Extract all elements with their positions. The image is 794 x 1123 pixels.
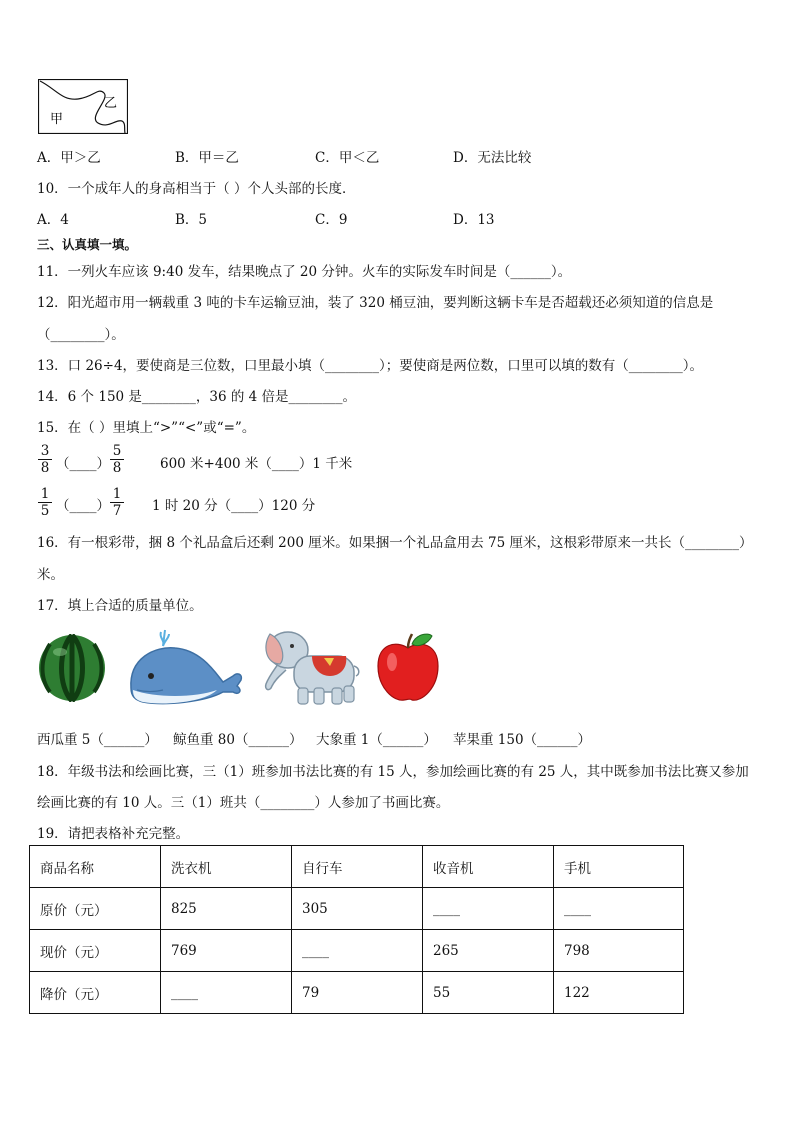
q9-option-d: D．无法比较 — [453, 150, 532, 166]
q15-comparison-1: 600 米+400 米（____）1 千米 — [160, 456, 353, 472]
fraction-denominator: 7 — [112, 503, 122, 519]
apple-image — [376, 632, 440, 708]
q18-line1: 18．年级书法和绘画比赛，三（1）班参加书法比赛的有 15 人，参加绘画比赛的有 25 人，其中既参加书法比赛又参加 — [37, 764, 749, 780]
table-cell: 原价（元） — [30, 888, 161, 930]
price-table — [29, 845, 684, 1014]
q15-comparison-2: 1 时 20 分（____）120 分 — [152, 498, 316, 514]
table-header-cell: 自行车 — [292, 846, 423, 888]
table-cell: ____ — [554, 888, 684, 930]
q13-text: 13．口 26÷4，要使商是三位数，口里最小填（________）；要使商是两位数，口里可以填的数有（________）。 — [37, 358, 704, 374]
q12-line1: 12．阳光超市用一辆载重 3 吨的卡车运输豆油，装了 320 桶豆油，要判断这辆卡车是否超载还必须知道的信息是 — [37, 295, 714, 311]
q17-item-apple: 苹果重 150（______） — [453, 732, 592, 748]
q9-option-a: A．甲＞乙 — [37, 150, 101, 166]
q14-text: 14．6 个 150 是________，36 的 4 倍是________。 — [37, 389, 357, 405]
q19-stem: 19．请把表格补充完整。 — [37, 826, 190, 842]
elephant-image — [260, 628, 362, 714]
fraction-denominator: 8 — [40, 460, 50, 476]
table-cell: 769 — [161, 930, 292, 972]
q15-blank-1: （____） — [56, 456, 110, 472]
section-title: 三、认真填一填。 — [37, 237, 138, 252]
q10-option-a: A．4 — [37, 212, 69, 228]
table-row — [30, 972, 684, 1014]
table-row — [30, 888, 684, 930]
table-header-cell: 收音机 — [423, 846, 554, 888]
fraction-5-8 — [110, 443, 124, 476]
q17-item-whale: 鲸鱼重 80（______） — [173, 732, 303, 748]
fraction-numerator: 5 — [110, 443, 124, 460]
table-cell: 122 — [554, 972, 684, 1014]
table-cell: ____ — [292, 930, 423, 972]
table-cell: 265 — [423, 930, 554, 972]
fraction-numerator: 1 — [110, 486, 124, 503]
region-label-b: 乙 — [104, 96, 118, 111]
table-cell: 305 — [292, 888, 423, 930]
watermelon-image — [38, 634, 106, 706]
region-figure — [38, 79, 128, 134]
q10-option-c: C．9 — [315, 212, 348, 228]
fraction-1-7 — [110, 486, 124, 519]
table-header-cell: 洗衣机 — [161, 846, 292, 888]
table-cell: 798 — [554, 930, 684, 972]
q11-text: 11．一列火车应该 9:40 发车，结果晚点了 20 分钟。火车的实际发车时间是（______）。 — [37, 264, 572, 280]
fraction-denominator: 5 — [40, 503, 50, 519]
table-row — [30, 930, 684, 972]
q10-stem: 10．一个成年人的身高相当于（ ）个人头部的长度． — [37, 181, 356, 197]
whale-image — [125, 628, 247, 712]
table-cell: ____ — [423, 888, 554, 930]
q18-line2: 绘画比赛的有 10 人。三（1）班共（________）人参加了书画比赛。 — [37, 795, 450, 811]
region-label-a: 甲 — [50, 112, 64, 127]
table-cell: 825 — [161, 888, 292, 930]
table-cell: 55 — [423, 972, 554, 1014]
q9-option-b: B．甲＝乙 — [175, 150, 239, 166]
q9-option-c: C．甲＜乙 — [315, 150, 380, 166]
table-cell: 现价（元） — [30, 930, 161, 972]
table-cell: 降价（元） — [30, 972, 161, 1014]
q17-item-elephant: 大象重 1（______） — [316, 732, 437, 748]
table-cell: ____ — [161, 972, 292, 1014]
fraction-denominator: 8 — [112, 460, 122, 476]
fraction-3-8 — [38, 443, 52, 476]
q15-stem: 15．在（ ）里填上“>”“<”或“=”。 — [37, 420, 256, 436]
fraction-1-5 — [38, 486, 52, 519]
fraction-numerator: 3 — [38, 443, 52, 460]
region-comparison-figure — [38, 79, 128, 134]
q10-option-b: B．5 — [175, 212, 208, 228]
q15-blank-2: （____） — [56, 498, 110, 514]
table-header-cell: 商品名称 — [30, 846, 161, 888]
q10-option-d: D．13 — [453, 212, 495, 228]
q17-item-watermelon: 西瓜重 5（______） — [37, 732, 158, 748]
fraction-numerator: 1 — [38, 486, 52, 503]
q16-line2: 米。 — [37, 567, 64, 583]
q16-line1: 16．有一根彩带，捆 8 个礼品盒后还剩 200 厘米。如果捆一个礼品盒用去 75 厘米，这根彩带原来一共长（________） — [37, 535, 753, 551]
q17-stem: 17．填上合适的质量单位。 — [37, 598, 203, 614]
table-cell: 79 — [292, 972, 423, 1014]
table-header-cell: 手机 — [554, 846, 684, 888]
table-header-row — [30, 846, 684, 888]
q12-line2: （________）。 — [37, 327, 125, 343]
